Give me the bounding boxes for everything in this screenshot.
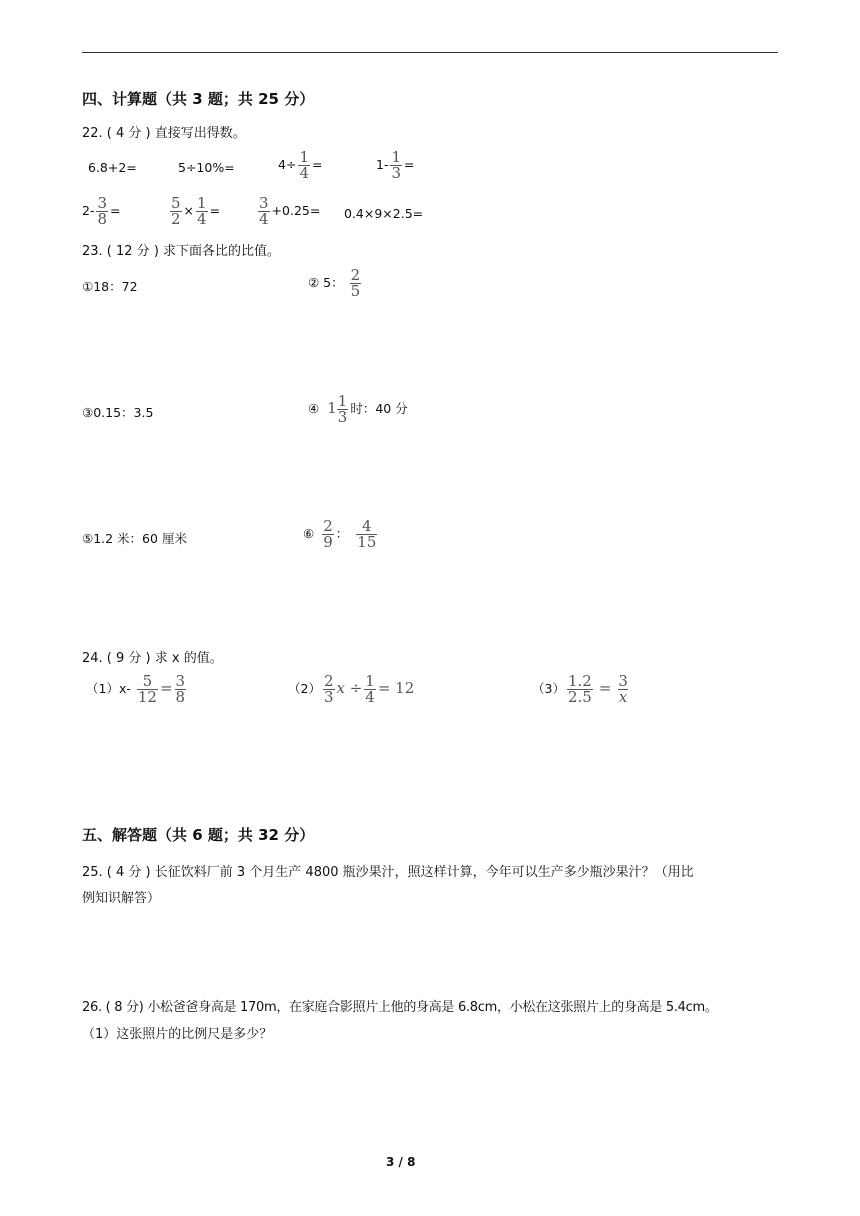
- q22-item-e: 2- $\frac{3}{8}$ =: [82, 194, 121, 228]
- section-4-title: 四、计算题（共 3 题；共 25 分）: [82, 90, 315, 108]
- fraction: $\frac{3}{x}$: [618, 672, 628, 706]
- q22-item-d: 1- $\frac{1}{3}$ =: [376, 148, 415, 182]
- q24-equation-2: （2） $\frac{2}{3}$ x ÷ $\frac{1}{4}$ = 12: [288, 672, 415, 706]
- fraction: $\frac{1}{3}$: [337, 392, 348, 426]
- q22-item-g: $\frac{3}{4}$ +0.25=: [259, 194, 321, 228]
- q22-header: 22. ( 4 分 ) 直接写出得数。: [82, 126, 246, 141]
- fraction: $\frac{3}{8}$: [175, 672, 186, 706]
- fraction: $\frac{1}{3}$: [391, 148, 402, 182]
- q23-item-6: ⑥ $\frac{2}{9}$ ： $\frac{4}{15}$: [303, 517, 377, 551]
- q25-line-1: 25. ( 4 分 ) 长征饮料厂前 3 个月生产 4800 瓶沙果汁，照这样计算，今年可以生产多少瓶沙果汁？（用比: [82, 865, 694, 880]
- q24-equation-3: （3） $\frac{1.2}{2.5}$ = $\frac{3}{x}$: [532, 672, 628, 706]
- q26-line-1: 26. ( 8 分) 小松爸爸身高是 170m，在家庭合影照片上他的身高是 6.8cm，小松在这张照片上的身高是 5.4cm。: [82, 1000, 718, 1015]
- fraction: $\frac{5}{12}$: [137, 672, 157, 706]
- q23-header: 23. ( 12 分 ) 求下面各比的比值。: [82, 244, 281, 259]
- section-5-title: 五、解答题（共 6 题；共 32 分）: [82, 826, 315, 844]
- q22-item-f: $\frac{5}{2}$ × $\frac{1}{4}$ =: [171, 194, 221, 228]
- q26-line-2: （1）这张照片的比例尺是多少？: [82, 1027, 273, 1042]
- page-number: 3 / 8: [386, 1155, 416, 1169]
- q23-item-4: ④ 1 $\frac{1}{3}$ 时：40 分: [308, 392, 408, 426]
- q23-item-1: ①18：72: [82, 279, 138, 294]
- fraction: $\frac{3}{8}$: [97, 194, 108, 228]
- fraction: $\frac{2}{9}$: [323, 517, 333, 551]
- fraction: $\frac{1.2}{2.5}$: [567, 672, 592, 706]
- q22-item-a: 6.8+2=: [88, 160, 137, 175]
- q24-equation-1: （1）x- $\frac{5}{12}$ = $\frac{3}{8}$: [86, 672, 186, 706]
- fraction: $\frac{1}{4}$: [365, 672, 375, 706]
- fraction: $\frac{1}{4}$: [197, 194, 207, 228]
- fraction: $\frac{4}{15}$: [357, 517, 377, 551]
- header-rule: [82, 52, 778, 53]
- q23-item-2: ② 5： $\frac{2}{5}$: [308, 266, 361, 300]
- q22-item-c: 4÷ $\frac{1}{4}$ =: [278, 148, 323, 182]
- fraction: $\frac{2}{3}$: [323, 672, 334, 706]
- q23-item-3: ③0.15：3.5: [82, 405, 154, 420]
- q23-item-5: ⑤1.2 米：60 厘米: [82, 531, 187, 546]
- fraction: $\frac{3}{4}$: [259, 194, 269, 228]
- fraction: $\frac{2}{5}$: [350, 266, 361, 300]
- fraction: $\frac{5}{2}$: [171, 194, 181, 228]
- q22-item-b: 5÷10%=: [178, 160, 235, 175]
- q22-item-h: 0.4×9×2.5=: [344, 206, 424, 221]
- fraction: $\frac{1}{4}$: [299, 148, 309, 182]
- q24-header: 24. ( 9 分 ) 求 x 的值。: [82, 651, 223, 666]
- q25-line-2: 例知识解答）: [82, 891, 161, 906]
